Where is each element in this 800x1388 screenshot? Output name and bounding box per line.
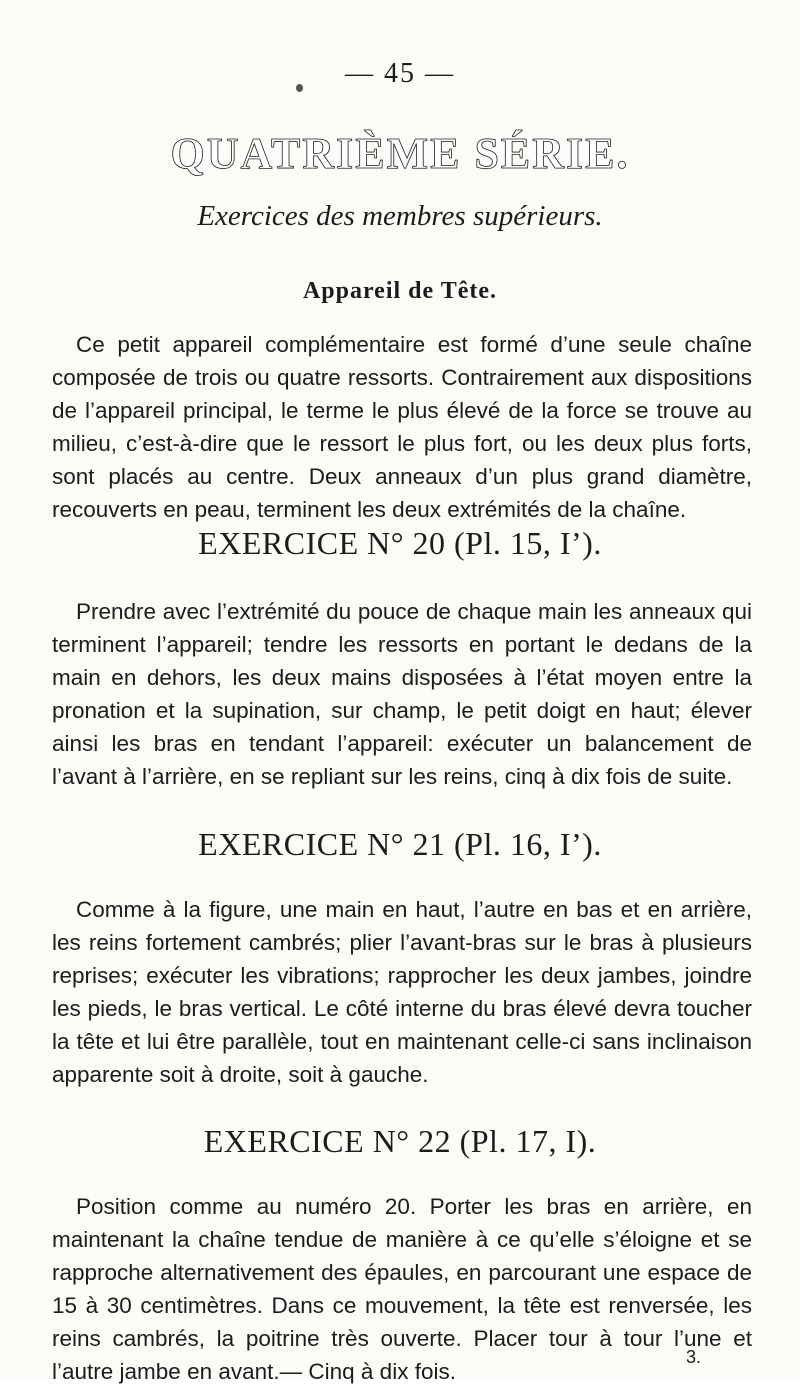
exercise-21-text: Comme à la figure, une main en haut, l’autre en bas et en arrière, les reins fortement cambrés; plier l’avant-bras sur le bras à plusieurs reprises; exécuter les vibrations; rapprocher les deux jambes, joindre les pieds, le bras vertical. Le côté interne du bras élevé devra toucher la tête et lui être parallèle, tout en maintenant celle-ci sans inclinaison apparente soit à droite, soit à gauche. bbox=[52, 897, 752, 1087]
signature-mark: 3. bbox=[686, 1347, 702, 1367]
exercise-20-text: Prendre avec l’extrémité du pouce de chaque main les anneaux qui terminent l’appareil; tendre les ressorts en portant le dedans de la main en dehors, les deux mains disposées à l’état moyen entre la pronation et la supination, sur champ, le petit doigt en haut; élever ainsi les bras en tendant l’appareil: exécuter un balancement de l’avant à l’arrière, en se repliant sur les reins, cinq à dix fois de suite. bbox=[52, 599, 752, 789]
exercise-20-heading: EXERCICE N° 20 (Pl. 15, I’). bbox=[198, 525, 602, 561]
series-title: QUATRIÈME SÉRIE. bbox=[170, 129, 630, 178]
page-number: — 45 — bbox=[345, 58, 455, 89]
exercise-22-heading: EXERCICE N° 22 (Pl. 17, I). bbox=[203, 1123, 597, 1159]
series-subtitle: Exercices des membres supérieurs. bbox=[197, 200, 603, 232]
exercise-22-text: Position comme au numéro 20. Porter les bras en arrière, en maintenant la chaîne tendue de manière à ce qu’elle s’éloigne et se rapproche alternativement des épaules, en parcourant une espace de 15 à 30 centimètres. Dans ce mouvement, la tête est renversée, les reins cambrés, la poitrine très ouverte. Placer tour à tour l’une et l’autre jambe en avant.— Cinq à dix fois. bbox=[52, 1194, 752, 1384]
intro-paragraph: Ce petit appareil complémentaire est formé d’une seule chaîne composée de trois ou quatre ressorts. Contrairement aux dispositions de l’appareil principal, le terme le plus élevé de la force se trouve au milieu, c’est-à-dire que le ressort le plus fort, ou les deux plus forts, sont placés au centre. Deux anneaux d’un plus grand diamètre, recouverts en peau, terminent les deux extrémités de la chaîne. bbox=[52, 332, 752, 522]
section-title: Appareil de Tête. bbox=[302, 278, 498, 304]
exercise-21-heading: EXERCICE N° 21 (Pl. 16, I’). bbox=[198, 826, 602, 862]
